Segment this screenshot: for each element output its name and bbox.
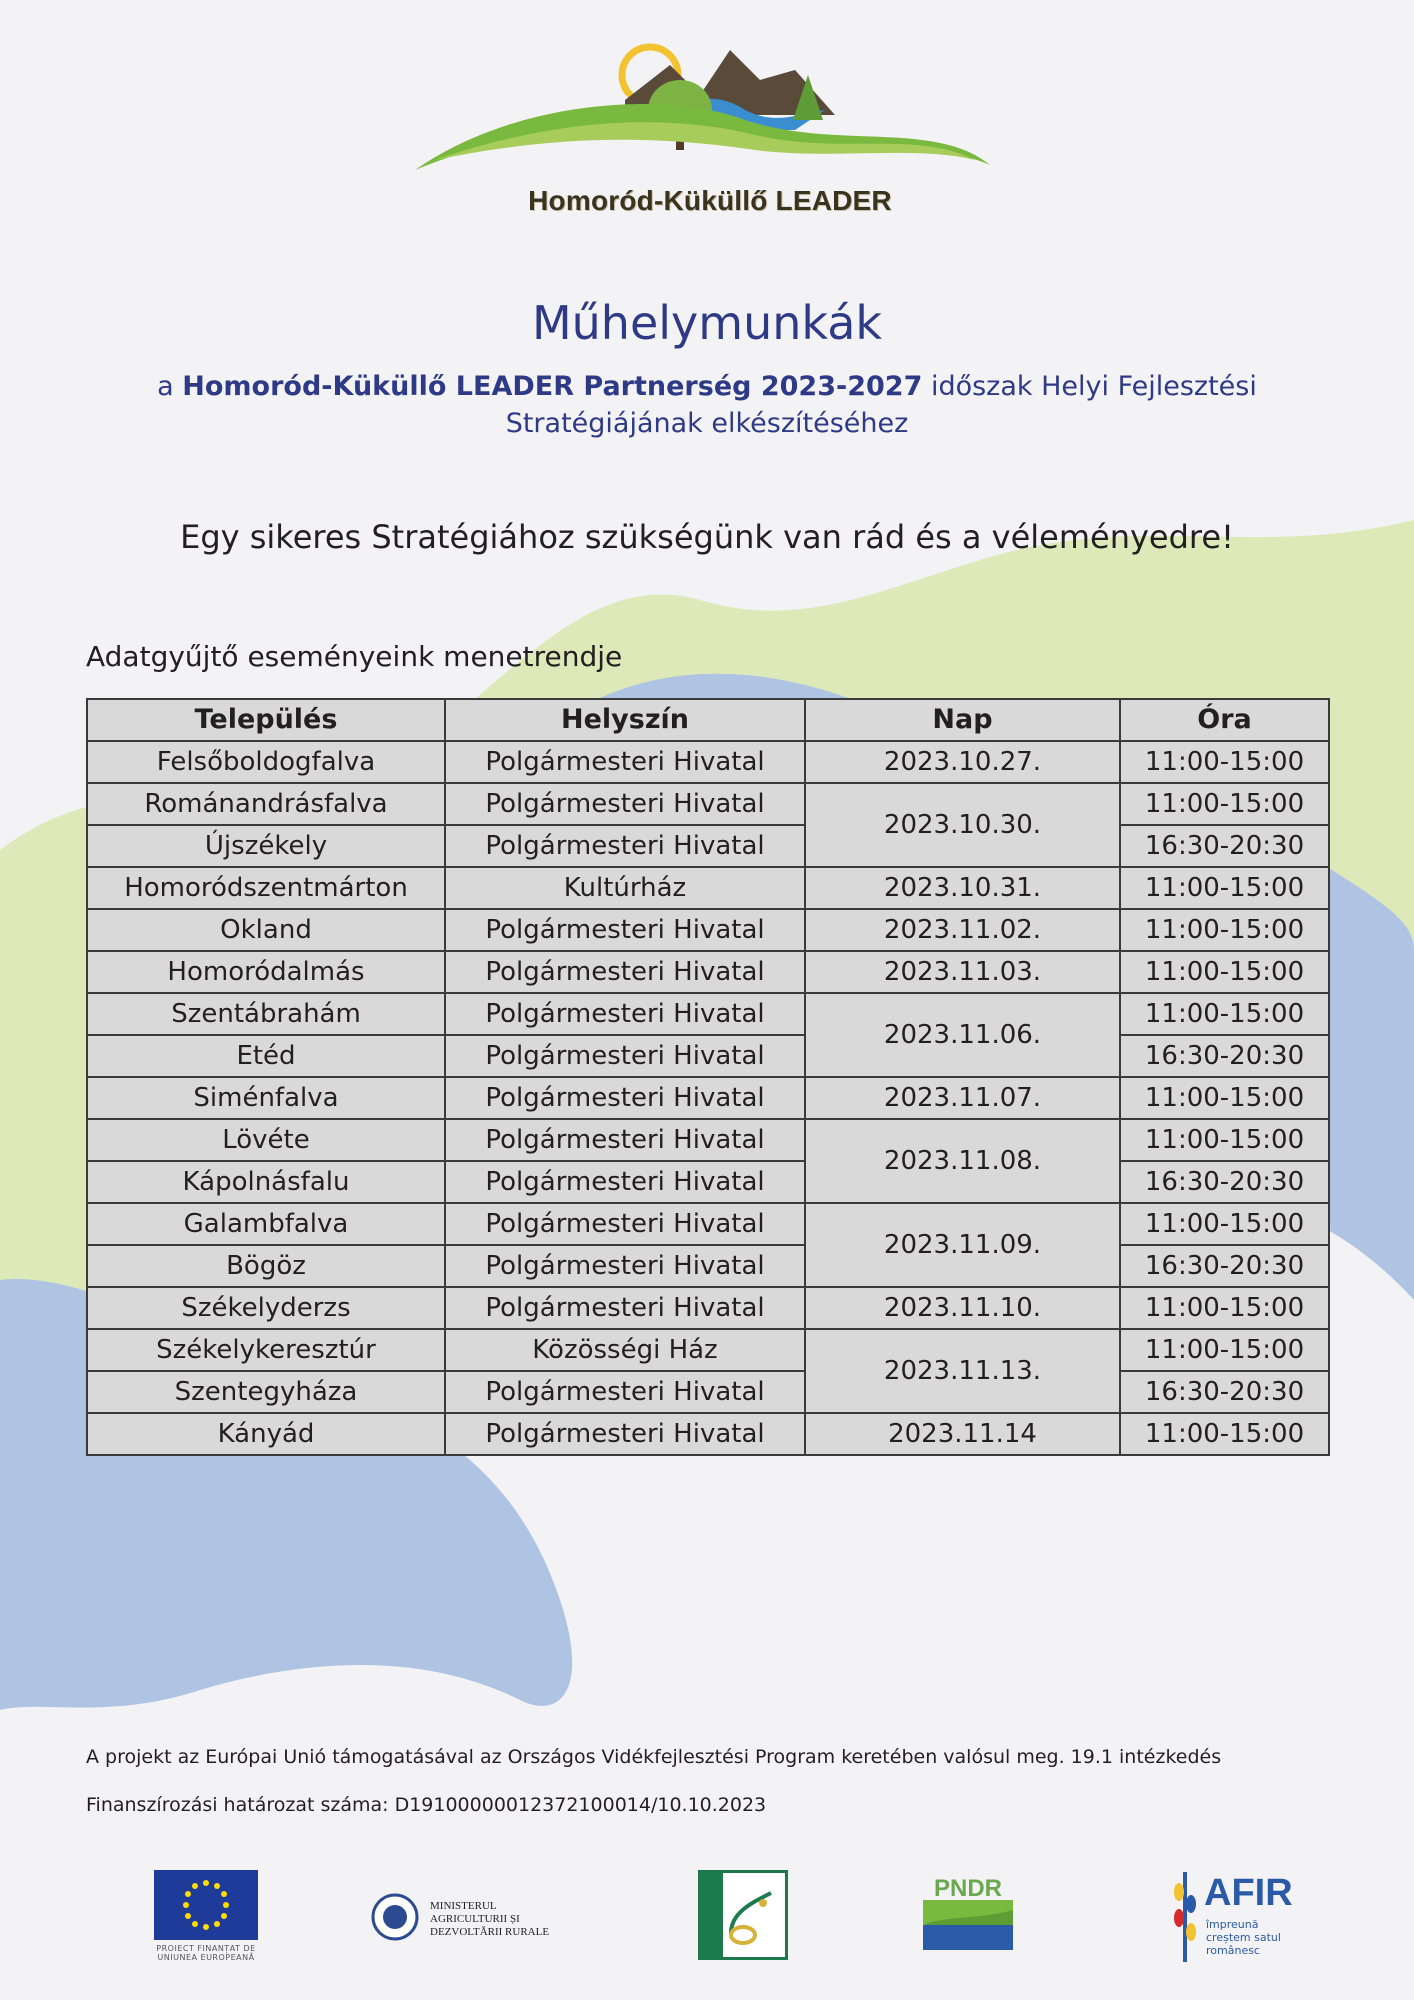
leader-emblem	[698, 1870, 788, 1960]
schedule-table	[86, 698, 1330, 1456]
schedule-label: Adatgyűjtő eseményeink menetrendje	[86, 640, 623, 673]
cell-time: 16:30-20:30	[1120, 1371, 1329, 1413]
pndr-logo	[918, 1870, 1018, 1962]
cell-venue: Közösségi Ház	[445, 1329, 805, 1371]
landscape-logo-icon	[415, 20, 1005, 190]
table-row	[87, 741, 1329, 783]
cell-settlement: Székelykeresztúr	[87, 1329, 445, 1371]
column-header-settlement: Település	[87, 699, 445, 741]
cell-date: 2023.10.27.	[805, 741, 1120, 783]
cell-time: 16:30-20:30	[1120, 1035, 1329, 1077]
cell-venue: Polgármesteri Hivatal	[445, 741, 805, 783]
table-row	[87, 1413, 1329, 1455]
table-row	[87, 825, 1329, 867]
cell-settlement: Székelyderzs	[87, 1287, 445, 1329]
cell-venue: Polgármesteri Hivatal	[445, 1203, 805, 1245]
subtitle-prefix: a	[157, 371, 183, 402]
cell-settlement: Okland	[87, 909, 445, 951]
cell-date: 2023.11.10.	[805, 1287, 1120, 1329]
logo-text: Homoród-Küküllő LEADER	[528, 185, 892, 216]
cell-date: 2023.10.31.	[805, 867, 1120, 909]
cell-time: 11:00-15:00	[1120, 909, 1329, 951]
cell-settlement: Szentábrahám	[87, 993, 445, 1035]
eu-caption: PROIECT FINANȚAT DE UNIUNEA EUROPEANĂ	[156, 1944, 256, 1962]
cell-venue: Polgármesteri Hivatal	[445, 1371, 805, 1413]
schedule-table-wrap	[86, 698, 1328, 1456]
cell-date: 2023.11.03.	[805, 951, 1120, 993]
column-header-time: Óra	[1120, 699, 1329, 741]
table-row	[87, 1119, 1329, 1161]
table-row	[87, 783, 1329, 825]
pndr-text: PNDR	[933, 1875, 1003, 1902]
table-row	[87, 909, 1329, 951]
cell-date: 2023.11.07.	[805, 1077, 1120, 1119]
page-title: Műhelymunkák	[531, 296, 883, 350]
table-row	[87, 1371, 1329, 1413]
partner-logos	[0, 1870, 1414, 1980]
cell-time: 11:00-15:00	[1120, 741, 1329, 783]
cell-settlement: Lövéte	[87, 1119, 445, 1161]
subtitle-suffix: időszak Helyi Fejlesztési Stratégiájának elkészítéséhez	[505, 371, 1257, 439]
cell-venue: Polgármesteri Hivatal	[445, 1161, 805, 1203]
table-row	[87, 1245, 1329, 1287]
cell-time: 11:00-15:00	[1120, 1077, 1329, 1119]
cell-time: 11:00-15:00	[1120, 1329, 1329, 1371]
cell-settlement: Felsőboldogfalva	[87, 741, 445, 783]
cell-time: 16:30-20:30	[1120, 1161, 1329, 1203]
cell-settlement: Kányád	[87, 1413, 445, 1455]
cell-time: 16:30-20:30	[1120, 825, 1329, 867]
cell-venue: Polgármesteri Hivatal	[445, 993, 805, 1035]
table-row	[87, 951, 1329, 993]
cell-venue: Kultúrház	[445, 867, 805, 909]
pndr-logo-icon	[918, 1870, 1018, 1962]
ministry-name: MINISTERUL AGRICULTURII ȘI DEZVOLTĂRII RURALE	[430, 1900, 550, 1938]
leader-emblem-icon	[701, 1873, 785, 1957]
schedule-body	[87, 741, 1329, 1455]
cell-venue: Polgármesteri Hivatal	[445, 951, 805, 993]
afir-logo	[1168, 1872, 1308, 1962]
cell-settlement: Kápolnásfalu	[87, 1161, 445, 1203]
table-header-row	[87, 699, 1329, 741]
cell-venue: Polgármesteri Hivatal	[445, 1119, 805, 1161]
table-row	[87, 993, 1329, 1035]
romania-seal-icon	[370, 1892, 420, 1942]
cell-venue: Polgármesteri Hivatal	[445, 783, 805, 825]
tagline: Egy sikeres Stratégiához szükségünk van rád és a véleményedre!	[180, 518, 1234, 556]
cell-venue: Polgármesteri Hivatal	[445, 825, 805, 867]
cell-venue: Polgármesteri Hivatal	[445, 1035, 805, 1077]
column-header-venue: Helyszín	[445, 699, 805, 741]
cell-time: 11:00-15:00	[1120, 1203, 1329, 1245]
table-row	[87, 1161, 1329, 1203]
cell-date: 2023.11.06.	[805, 993, 1120, 1077]
cell-settlement: Szentegyháza	[87, 1371, 445, 1413]
cell-venue: Polgármesteri Hivatal	[445, 909, 805, 951]
subtitle-bold: Homoród-Küküllő LEADER Partnerség 2023-2027	[182, 371, 923, 402]
table-row	[87, 1329, 1329, 1371]
cell-date: 2023.11.09.	[805, 1203, 1120, 1287]
cell-date: 2023.11.02.	[805, 909, 1120, 951]
cell-date: 2023.10.30.	[805, 783, 1120, 867]
column-header-date: Nap	[805, 699, 1120, 741]
table-row	[87, 1077, 1329, 1119]
cell-settlement: Homoródalmás	[87, 951, 445, 993]
cell-time: 11:00-15:00	[1120, 993, 1329, 1035]
cell-venue: Polgármesteri Hivatal	[445, 1077, 805, 1119]
cell-settlement: Románandrásfalva	[87, 783, 445, 825]
afir-name: AFIR	[1204, 1872, 1293, 1914]
cell-time: 16:30-20:30	[1120, 1245, 1329, 1287]
cell-date: 2023.11.08.	[805, 1119, 1120, 1203]
cell-settlement: Etéd	[87, 1035, 445, 1077]
cell-time: 11:00-15:00	[1120, 1119, 1329, 1161]
subtitle	[90, 368, 1324, 442]
cell-settlement: Újszékely	[87, 825, 445, 867]
cell-time: 11:00-15:00	[1120, 867, 1329, 909]
cell-venue: Polgármesteri Hivatal	[445, 1287, 805, 1329]
cell-settlement: Galambfalva	[87, 1203, 445, 1245]
cell-date: 2023.11.13.	[805, 1329, 1120, 1413]
table-row	[87, 1203, 1329, 1245]
cell-venue: Polgármesteri Hivatal	[445, 1245, 805, 1287]
cell-time: 11:00-15:00	[1120, 951, 1329, 993]
cell-date: 2023.11.14	[805, 1413, 1120, 1455]
funding-decision: Finanszírozási határozat száma: D19100000012372100014/10.10.2023	[86, 1794, 767, 1816]
eu-flag-icon	[154, 1870, 258, 1940]
afir-slogan: împreună creștem satul românesc	[1206, 1918, 1281, 1957]
table-row	[87, 1287, 1329, 1329]
table-row	[87, 1035, 1329, 1077]
cell-settlement: Siménfalva	[87, 1077, 445, 1119]
ministry-logo	[370, 1892, 570, 1942]
table-row	[87, 867, 1329, 909]
cell-time: 11:00-15:00	[1120, 1413, 1329, 1455]
cell-time: 11:00-15:00	[1120, 783, 1329, 825]
leader-logo	[415, 20, 1005, 230]
cell-settlement: Homoródszentmárton	[87, 867, 445, 909]
cell-venue: Polgármesteri Hivatal	[445, 1413, 805, 1455]
cell-settlement: Bögöz	[87, 1245, 445, 1287]
afir-wheat-icon	[1168, 1872, 1202, 1962]
cell-time: 11:00-15:00	[1120, 1287, 1329, 1329]
funding-note: A projekt az Európai Unió támogatásával az Országos Vidékfejlesztési Program keretében valósul meg. 19.1 intézkedés	[86, 1746, 1222, 1768]
